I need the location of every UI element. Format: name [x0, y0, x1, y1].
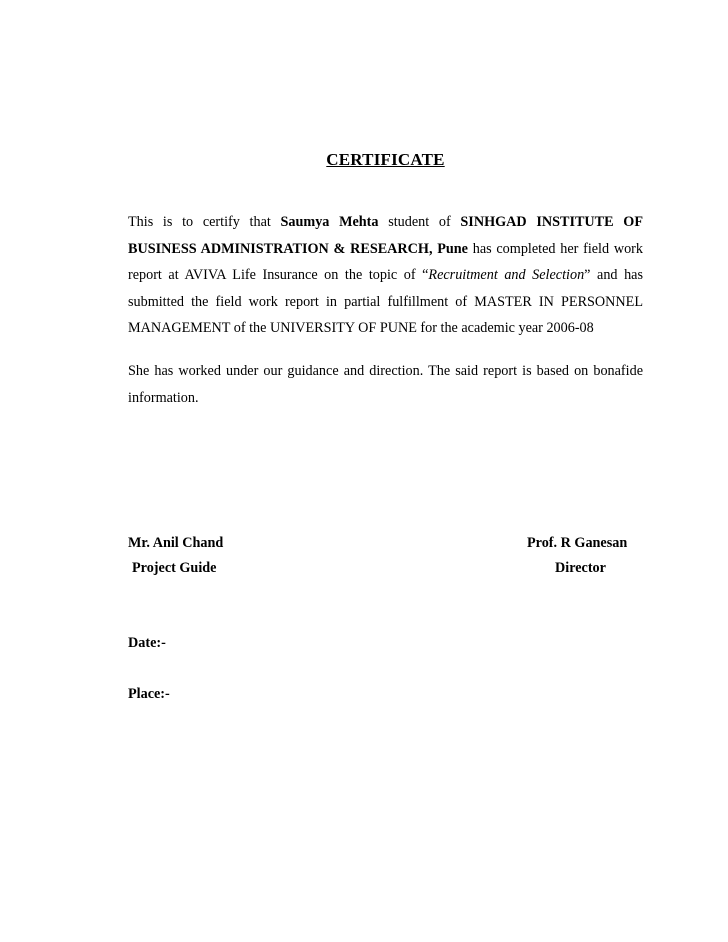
para1-text-2: student of — [378, 214, 461, 230]
guide-role: Project Guide — [132, 560, 217, 576]
date-label: Date:- — [128, 635, 166, 651]
director-name: Prof. R Ganesan — [527, 535, 628, 551]
guide-name: Mr. Anil Chand — [128, 535, 224, 551]
certificate-title: CERTIFICATE — [326, 150, 445, 169]
place-label: Place:- — [128, 686, 170, 702]
certification-paragraph — [128, 209, 643, 342]
guidance-paragraph: She has worked under our guidance and direction. The said report is based on bonafide information. — [128, 363, 643, 406]
report-topic: Recruitment and Selection — [428, 267, 585, 283]
para1-text-3: has completed her field work report at AVIVA Life Insurance on the topic of “ — [128, 240, 643, 283]
student-name: Saumya Mehta — [280, 214, 379, 230]
institute-name: SINHGAD INSTITUTE OF BUSINESS ADMINISTRATION & RESEARCH, Pune — [128, 214, 643, 257]
para1-text-1: This is to certify that — [128, 214, 281, 230]
director-role: Director — [555, 560, 606, 576]
para1-text-4: ” and has submitted the field work report in partial fulfillment of MASTER IN PERSONNEL MANAGEMENT of the UNIVERSITY OF PUNE for the academic year 2006-08 — [128, 267, 643, 336]
